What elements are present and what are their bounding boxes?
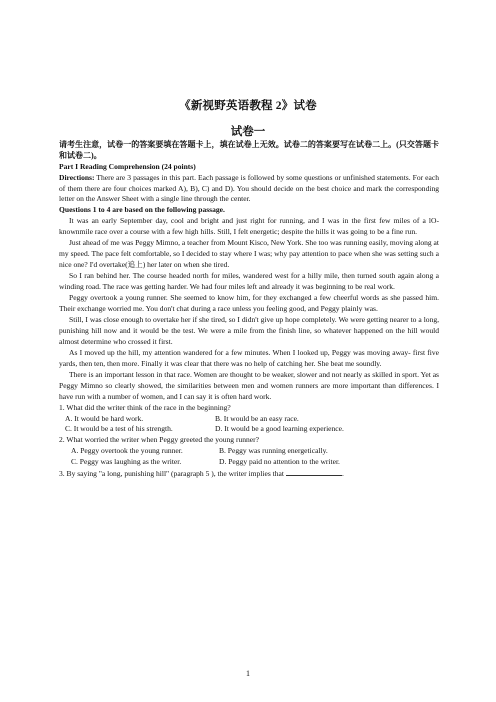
question-1-option-b: B. It would be an easy race. (215, 413, 299, 423)
question-1-option-c: C. It would be a test of his strength. (65, 424, 173, 434)
exam-title: 《新视野英语教程 2》试卷 (179, 100, 317, 112)
questions-intro: Questions 1 to 4 are based on the following passage. (59, 205, 225, 215)
passage-paragraph-3: So I ran behind her. The course headed north for miles, wandered west for a hilly mile, then turned south again along a winding road. The race was getting harder. We had four miles left and already it was beginning to be real work. (59, 271, 439, 292)
question-1-options-row-1 (59, 414, 439, 425)
question-2-options-row-2 (59, 457, 439, 468)
page-number: 1 (246, 669, 250, 678)
paper-subtitle: 试卷一 (230, 126, 266, 138)
question-2-stem: 2. What worried the writer when Peggy greeted the young runner? (59, 435, 259, 445)
question-1-option-a: A. It would be hard work. (65, 413, 144, 423)
directions (59, 173, 439, 206)
passage-paragraph-5: Still, I was close enough to overtake her if she tired, so I didn't give up hope completely. We were getting nearer to a long, punishing hill now and it would be the test. We were a mile from the finish line, so whatever happened on the hill would almost determine who crossed it first. (59, 314, 439, 346)
question-1-stem: 1. What did the writer think of the race in the beginning? (59, 402, 231, 412)
question-3 (59, 468, 439, 480)
question-2-option-a: A. Peggy overtook the young runner. (71, 446, 183, 456)
passage-paragraph-1: It was an early September day, cool and bright and just right for running, and I was in the first few miles of a lO-knownmile race over a course with a few high hills. Still, I felt energetic; despite the hills it was going to be a fine run. (59, 216, 439, 237)
question-2-options-row-1 (59, 446, 439, 457)
notice-text: 请考生注意，试卷一的答案要填在答题卡上，填在试卷上无效。试卷二的答案要写在试卷二上。(只交答题卡和试卷二)。 (59, 140, 439, 161)
question-1-option-d: D. It would be a good learning experience. (215, 424, 344, 434)
question-2-option-c: C. Peggy was laughing as the writer. (71, 457, 182, 467)
part-heading: Part I Reading Comprehension (24 points) (59, 161, 196, 171)
question-3-stem: 3. By saying "a long, punishing hill" (paragraph 5 ), the writer implies that (59, 469, 284, 479)
passage-paragraph-7: There is an important lesson in that race. Women are thought to be weaker, slower and not nearly as skilled in sport. Yet as Peggy Mimno so clearly showed, the similarities between men and women runners are more important than differences. I have run with a number of women, and I can say it is often hard work. (59, 369, 439, 401)
question-1-options-row-2 (59, 424, 439, 435)
question-2-option-b: B. Peggy was running energetically. (219, 446, 328, 456)
answer-blank (286, 468, 344, 479)
passage-paragraph-2: Just ahead of me was Peggy Mimno, a teacher from Mount Kisco, New York. She too was running easily, moving along at my speed. The pace felt comfortable, so I decided to stay where I was; why pay attention to pace when she was setting such a nice one? I'd overtake(追上) her later on when she tired. (59, 238, 439, 270)
passage-paragraph-4: Peggy overtook a young runner. She seemed to know him, for they exchanged a few cheerful words as she passed him. Their exchange worried me. You don't chat during a race unless you feeling good, and Peggy plainly was. (59, 293, 439, 313)
question-3-end: . (341, 469, 344, 479)
directions-label: Directions: (59, 172, 95, 182)
document-body (59, 139, 439, 480)
directions-text: There are 3 passages in this part. Each passage is followed by some questions or unfinished statements. For each of them there are four choices marked A), B), C) and D). You should decide on the best choice and mark the corresponding letter on the Answer Sheet with a single line through the center. (59, 172, 439, 204)
passage-paragraph-6: As I moved up the hill, my attention wandered for a few minutes. When I looked up, Peggy was moving away- first five yards, then ten, then more. Finally it was clear that there was no help of catching her. She beat me soundly. (59, 347, 439, 368)
question-2-option-d: D. Peggy paid no attention to the writer. (219, 457, 340, 467)
